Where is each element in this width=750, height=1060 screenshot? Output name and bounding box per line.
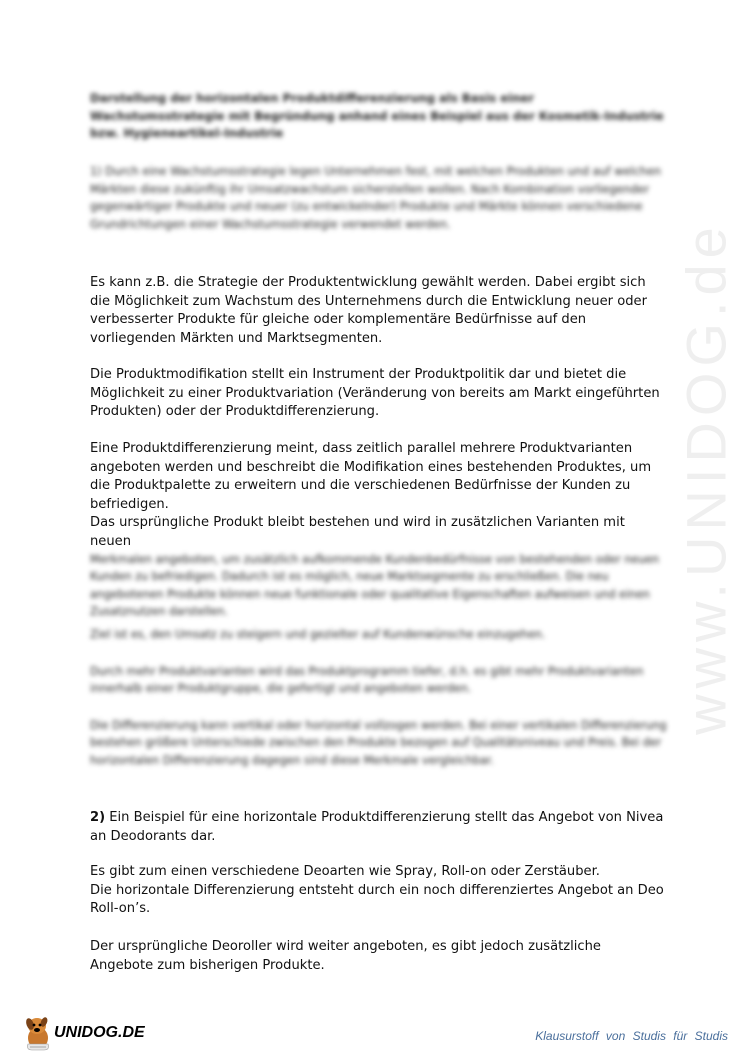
paragraph-produktmodifikation: Die Produktmodifikation stellt ein Instrument der Produktpolitik dar und bietet die Möglichkeit zu einer Produktvariation (Veränderung von bereits am Markt eingeführten Produkten) oder der Produktdifferenzierung. bbox=[90, 367, 660, 419]
blurred-intro-paragraph: 1) Durch eine Wachstumsstrategie legen Unternehmen fest, mit welchen Produkten und auf welchen Märkten diese zukünftig ihr Umsatzwachstum sicherstellen wollen. Nach Kombination vorliegender gegenwärtiger Produkte und neuer (zu entwickelnder) Produkte und Märkte können verschiedene Grundrichtungen einer Wachstumsstrategie verwendet werden. bbox=[90, 165, 662, 231]
dog-icon bbox=[22, 1014, 56, 1052]
blurred-paragraph-produktvarianten: Durch mehr Produktvarianten wird das Produktprogramm tiefer, d.h. es gibt mehr Produktvarianten innerhalb einer Produktgruppe, die gefertigt und angeboten werden. bbox=[90, 665, 644, 696]
blurred-paragraph-ziel: Ziel ist es, den Umsatz zu steigern und gezielter auf Kundenwünsche einzugehen. bbox=[90, 628, 546, 641]
paragraph-deoarten bbox=[90, 863, 668, 919]
logo-text: UNIDOG.DE bbox=[54, 1024, 145, 1041]
paragraph-urspruengliches-produkt bbox=[90, 514, 668, 621]
section-number: 2) bbox=[90, 810, 106, 825]
paragraph-visible-line: Das ursprüngliche Produkt bleibt bestehen und wird in zusätzlichen Varianten mit neuen bbox=[90, 515, 625, 549]
watermark: www.UNIDOG.de bbox=[674, 221, 738, 735]
paragraph-line: Die horizontale Differenzierung entsteht durch ein noch differenziertes Angebot an Deo Roll-on’s. bbox=[90, 882, 664, 916]
blurred-paragraph-continuation: Merkmalen angeboten, um zusätzlich aufkommende Kundenbedürfnisse von bestehenden oder neuen Kunden zu befriedigen. Dadurch ist es möglich, neue Marktsegmente zu erschließen. Die neu angebotenen Produkte können neue funktionale oder qualitative Eigenschaften aufweisen und einen Zusatznutzen darstellen. bbox=[90, 553, 660, 619]
blurred-paragraph-differenzierung: Die Differenzierung kann vertikal oder horizontal vollzogen werden. Bei einer vertikalen Differenzierung bestehen größere Unterschiede zwischen den Produkte bezogen auf Qualitätsniveau und Preis. Bei der horizontalen Differenzierung dagegen sind diese Merkmale vergleichbar. bbox=[90, 719, 667, 767]
paragraph-produktentwicklung: Es kann z.B. die Strategie der Produktentwicklung gewählt werden. Dabei ergibt sich die Möglichkeit zum Wachstum des Unternehmens durch die Entwicklung neuer oder verbesserter Produkte für gleiche oder komplementäre Bedürfnisse auf den vorliegenden Märkten und Marktsegmenten. bbox=[90, 275, 647, 346]
unidog-logo bbox=[22, 1014, 162, 1052]
footer-slogan: Klausurstoff von Studis für Studis bbox=[535, 1029, 728, 1043]
paragraph-deoroller: Der ursprüngliche Deoroller wird weiter angeboten, es gibt jedoch zusätzliche Angebote zum bisherigen Produkte. bbox=[90, 939, 601, 973]
paragraph-text: Ein Beispiel für eine horizontale Produktdifferenzierung stellt das Angebot von Nivea an Deodorants dar. bbox=[90, 810, 664, 844]
paragraph-line: Es gibt zum einen verschiedene Deoarten wie Spray, Roll-on oder Zerstäuber. bbox=[90, 864, 600, 879]
document-title: Darstellung der horizontalen Produktdifferenzierung als Basis einer Wachstumsstrategie mit Begründung anhand eines Beispiel aus der Kosmetik-Industrie bzw. Hygieneartikel-Industrie bbox=[90, 91, 664, 140]
paragraph-beispiel-nivea bbox=[90, 809, 668, 846]
paragraph-produktdifferenzierung: Eine Produktdifferenzierung meint, dass zeitlich parallel mehrere Produktvarianten angeboten werden und beschreibt die Modifikation eines bestehenden Produktes, um die Produktpalette zu erweitern und die verschiedenen Bedürfnisse der Kunden zu befriedigen. bbox=[90, 441, 652, 512]
